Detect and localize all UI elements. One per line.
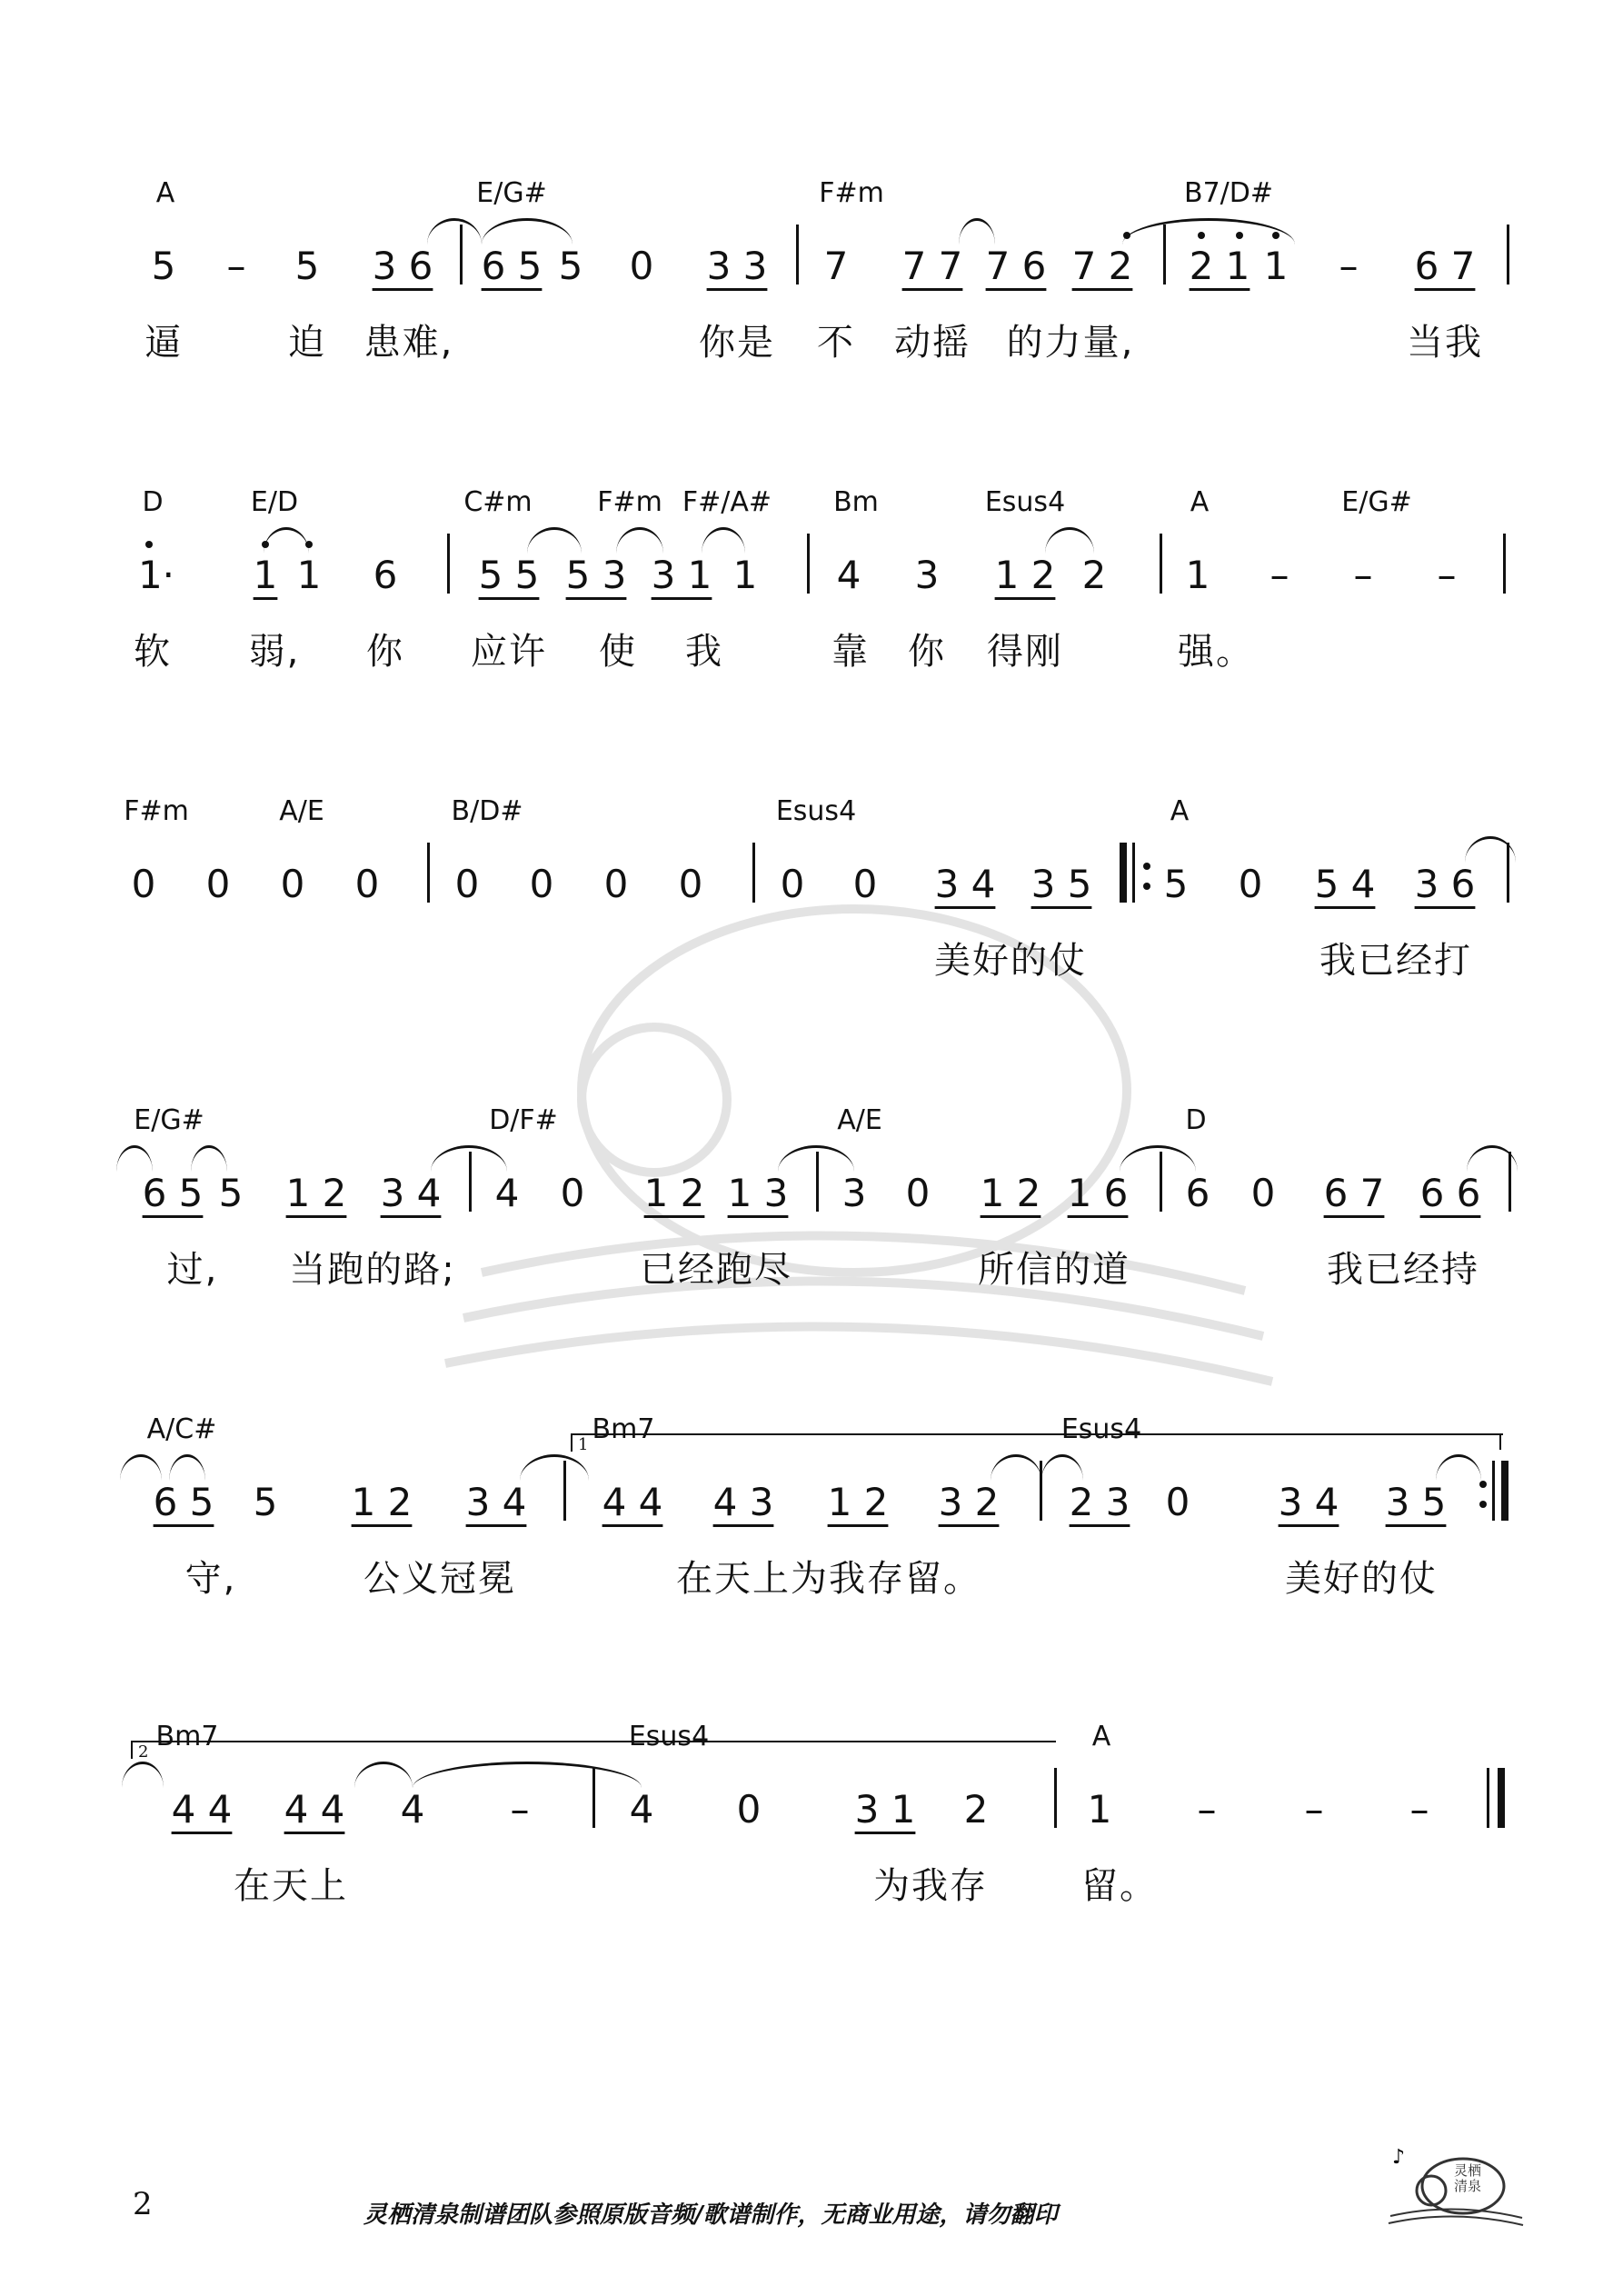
note: 5 [294,244,320,288]
note: 1 2 [285,1171,347,1215]
lyric: 动摇 [894,322,971,364]
chord: E/G# [134,1104,204,1136]
slur [1465,836,1516,863]
sheep-logo [1381,2136,1527,2236]
note: 7 2 [1071,244,1133,288]
barline [752,843,755,903]
chord: A [1091,1721,1111,1752]
barline [427,843,430,903]
note: 0 [131,862,156,906]
barline [807,534,810,594]
barline [796,225,799,285]
lyric: 迫 [288,322,326,364]
note: 5 3 [565,553,627,597]
note: 0 [780,862,805,906]
note: 7 7 [901,244,963,288]
note: 3 6 [1414,862,1476,906]
lyric: 强。 [1178,631,1254,673]
note: 1 2 [351,1480,413,1524]
slur [616,527,663,554]
lyric: 靠 [831,631,870,673]
note: 2 [963,1787,989,1832]
note: – [510,1787,530,1832]
slur [1120,1145,1196,1172]
slur [1045,527,1094,554]
repeat-dot [1143,863,1150,870]
barline [1160,534,1162,594]
note: 3 3 [706,244,768,288]
lyric: 当跑的路; [289,1249,456,1291]
barline [1054,1768,1057,1828]
lyric: 所信的道 [978,1249,1130,1291]
final-thin-barline [1487,1768,1489,1828]
note: – [1304,1787,1324,1832]
lyric: 我已经打 [1319,940,1472,982]
note: – [1409,1787,1429,1832]
slur [991,1454,1041,1481]
note: 4 4 [602,1480,663,1524]
lyric: 你 [366,631,404,673]
lyric: 逼 [144,322,183,364]
note: 1 [1087,1787,1112,1832]
note: 6 [373,553,398,597]
lyric: 为我存 [873,1865,988,1907]
lyric: 过, [166,1249,219,1291]
page-number: 2 [133,2186,153,2222]
chord: F#m [597,486,662,518]
note: 0 [603,862,629,906]
system-1 [0,177,1623,450]
note: 0 [354,862,380,906]
note: 6 7 [1414,244,1476,288]
repeat-start-barline [1120,843,1127,903]
note: 4 4 [284,1787,345,1832]
note: 5 [253,1480,278,1524]
lyric: 在天上为我存留。 [676,1558,981,1600]
note: 0 [454,862,480,906]
chord: Esus4 [984,486,1066,518]
lyric: 患难, [363,322,454,364]
note: 4 [629,1787,654,1832]
chord: D [1185,1104,1207,1136]
lyric: 你 [908,631,946,673]
chord: A [1190,486,1210,518]
chord: Bm7 [155,1721,219,1752]
note: 0 [529,862,554,906]
note: 4 [836,553,861,597]
note: 4 3 [712,1480,774,1524]
note: 1 [253,553,278,597]
note: 0 [205,862,231,906]
slur [520,1454,589,1481]
chord: E/D [250,486,299,518]
volta-number: 1 [578,1435,589,1454]
system-5 [0,1413,1623,1686]
note: 1 [1263,244,1289,288]
repeat-dot [1479,1481,1487,1488]
slur [1467,1145,1518,1172]
note: 5 [558,244,583,288]
note: 1 2 [980,1171,1041,1215]
note: 7 6 [985,244,1047,288]
lyric: 我 [685,631,723,673]
note: 5 [218,1171,244,1215]
repeat-dot [1479,1501,1487,1508]
note: 0 [1238,862,1263,906]
note: 3 1 [854,1787,916,1832]
slur [431,1145,507,1172]
slur [959,218,995,245]
lyric: 软 [134,631,172,673]
chord: A [1170,795,1190,827]
lyric: 在天上 [234,1865,348,1907]
note: 6 [1185,1171,1210,1215]
svg-text:♪: ♪ [1392,2146,1406,2169]
lyric: 美好的仗 [934,940,1087,982]
note: 1 2 [827,1480,889,1524]
note: 3 1 [651,553,712,597]
chord: A/E [279,795,324,827]
note: 1· [137,553,175,597]
octave-dot [145,541,153,548]
system-3 [0,795,1623,1068]
repeat-dot [1143,883,1150,890]
slur [527,527,582,554]
note: 5 5 [478,553,540,597]
lyric: 你是 [699,322,775,364]
lyric: 已经跑尽 [640,1249,792,1291]
lyric: 弱, [248,631,301,673]
note: 1 2 [643,1171,705,1215]
note: – [1437,553,1457,597]
chord: B/D# [451,795,523,827]
slur [191,1145,227,1172]
barline [1503,534,1506,594]
note: 6 7 [1323,1171,1385,1215]
chord: E/G# [476,177,547,209]
note: 2 1 [1189,244,1250,288]
lyric: 守, [184,1558,237,1600]
note: 0 [1165,1480,1190,1524]
note: 1 [296,553,322,597]
note: 3 [914,553,940,597]
slur [778,1145,854,1172]
slur [413,1762,642,1788]
note: 1 [732,553,758,597]
system-4 [0,1104,1623,1377]
slur [1436,1454,1481,1481]
note: 6 6 [1419,1171,1481,1215]
slur [702,527,745,554]
note: 5 [151,244,176,288]
slur [122,1762,164,1788]
chord: E/G# [1341,486,1412,518]
note: 3 2 [938,1480,1000,1524]
lyric: 美好的仗 [1285,1558,1438,1600]
note: 0 [852,862,878,906]
lyric: 使 [599,631,637,673]
note: 4 [400,1787,425,1832]
note: 3 4 [1278,1480,1339,1524]
slur [354,1762,413,1788]
copyright-footer: 灵栖清泉制谱团队参照原版音频/歌谱制作，无商业用途，请勿翻印 [363,2201,1058,2229]
note: 5 4 [1314,862,1376,906]
note: 5 [1163,862,1189,906]
note: – [226,244,246,288]
system-6 [0,1721,1623,1993]
final-barline [1498,1768,1505,1828]
note: 0 [1250,1171,1276,1215]
note: 0 [905,1171,931,1215]
chord: Bm7 [592,1413,655,1445]
note: 0 [678,862,703,906]
note: 7 [823,244,849,288]
note: 6 5 [153,1480,214,1524]
lyric: 得刚 [987,631,1063,673]
note: 1 6 [1067,1171,1129,1215]
note: 0 [560,1171,585,1215]
note: 1 [1185,553,1210,597]
note: 3 5 [1385,1480,1447,1524]
note: 1 2 [994,553,1056,597]
lyric: 应许 [471,631,547,673]
note: 4 4 [171,1787,233,1832]
note: 3 4 [465,1480,527,1524]
chord: A [155,177,175,209]
lyric: 不 [817,322,855,364]
note: – [1197,1787,1217,1832]
chord: Esus4 [628,1721,710,1752]
note: 3 5 [1031,862,1092,906]
volta-number: 2 [138,1742,149,1762]
chord: B7/D# [1183,177,1274,209]
barline [1507,225,1509,285]
note: 2 3 [1069,1480,1130,1524]
lyric: 我已经持 [1327,1249,1479,1291]
note: 6 5 [142,1171,204,1215]
slur [264,527,309,554]
logo-text: 灵栖清泉 [1454,2162,1482,2194]
slur [482,218,573,245]
repeat-end-thin-barline [1492,1461,1495,1521]
note: 0 [280,862,305,906]
note: 6 5 [481,244,543,288]
note: 3 6 [372,244,433,288]
slur [1122,218,1295,245]
chord: A/C# [146,1413,217,1445]
chord: F#m [819,177,884,209]
note: 3 4 [934,862,996,906]
note: 2 [1081,553,1107,597]
first-ending-bracket-end [1499,1433,1501,1450]
chord: F#m [124,795,189,827]
lyric: 留。 [1081,1865,1158,1907]
note: 3 [841,1171,867,1215]
note: 3 4 [380,1171,442,1215]
note: 1 3 [727,1171,789,1215]
slur [1041,1454,1083,1481]
chord: F#/A# [682,486,772,518]
barline [447,534,450,594]
repeat-start-thin-barline [1132,843,1135,903]
note: 0 [629,244,654,288]
note: – [1270,553,1289,597]
second-ending-bracket [131,1741,1056,1759]
chord: Esus4 [1060,1413,1142,1445]
first-ending-bracket [571,1433,1503,1452]
system-2 [0,486,1623,759]
lyric: 公义冠冕 [363,1558,516,1600]
chord: D/F# [489,1104,558,1136]
slur [169,1454,205,1481]
chord: Esus4 [775,795,857,827]
chord: A/E [837,1104,882,1136]
slur [427,218,482,245]
repeat-end-barline [1501,1461,1508,1521]
lyric: 当我 [1407,322,1483,364]
chord: D [142,486,164,518]
chord: C#m [463,486,533,518]
note: – [1353,553,1373,597]
note: – [1339,244,1359,288]
note: 4 [494,1171,520,1215]
lyric: 的力量, [1006,322,1135,364]
chord: Bm [833,486,879,518]
barline [1040,1461,1042,1521]
note: 0 [736,1787,762,1832]
